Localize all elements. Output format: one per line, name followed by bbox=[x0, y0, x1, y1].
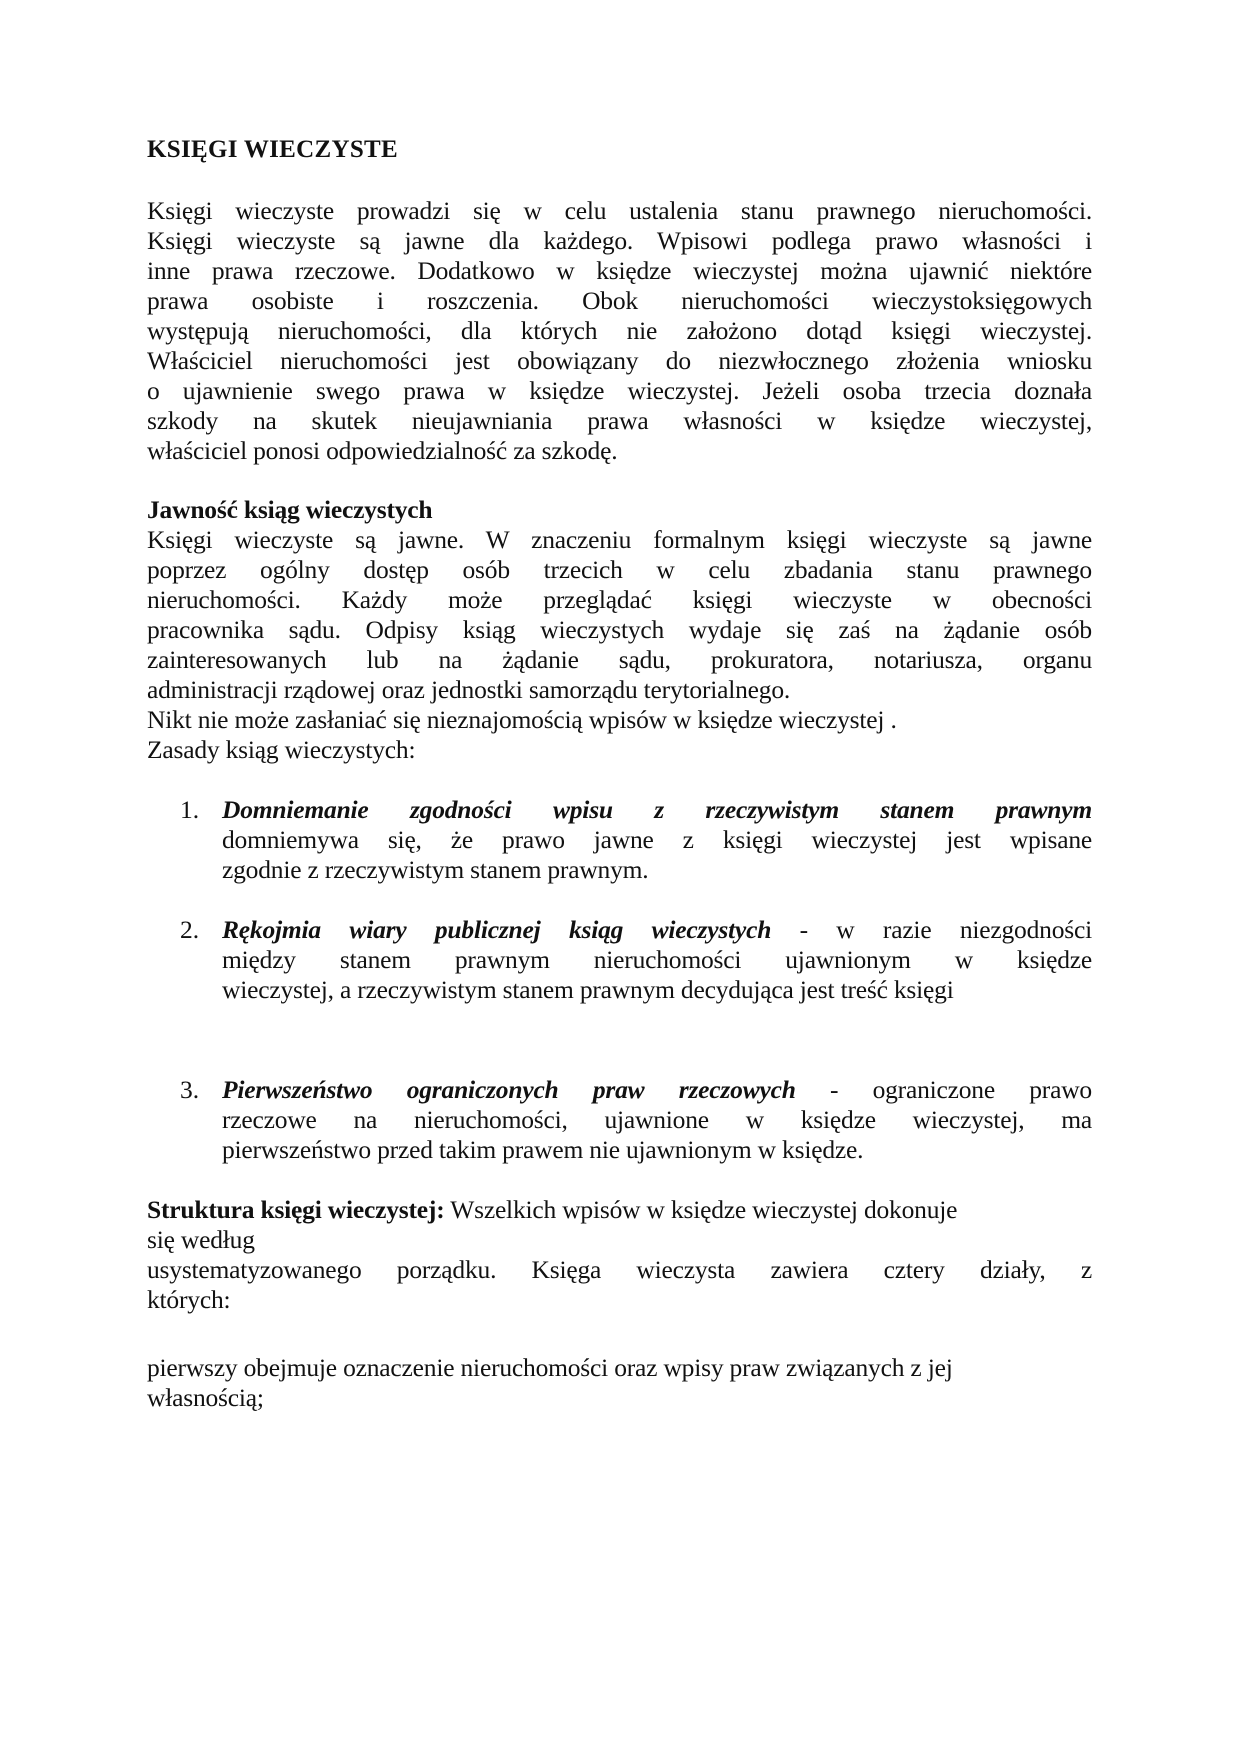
dzial-line: własnością; bbox=[147, 1383, 264, 1412]
jawnosc-line: zainteresowanych lub na żądanie sądu, prokuratora, notariusza, organu bbox=[147, 645, 1092, 674]
jawnosc-line: nieruchomości. Każdy może przeglądać księgi wieczyste w obecności bbox=[147, 585, 1092, 614]
jawnosc-line: Zasady ksiąg wieczystych: bbox=[147, 735, 416, 764]
principle-title-line bbox=[222, 913, 1092, 946]
principle-line: między stanem prawnym nieruchomości ujawnionym w księdze bbox=[222, 945, 1092, 974]
struktura-line: których: bbox=[147, 1285, 231, 1314]
dzial-line: pierwszy obejmuje oznaczenie nieruchomości oraz wpisy praw związanych z jej bbox=[147, 1353, 953, 1382]
intro-line: o ujawnienie swego prawa w księdze wieczystej. Jeżeli osoba trzecia doznała bbox=[147, 376, 1092, 405]
jawnosc-line: Nikt nie może zasłaniać się nieznajomością wpisów w księdze wieczystej . bbox=[147, 705, 897, 734]
principle-line: domniemywa się, że prawo jawne z księgi wieczystej jest wpisane bbox=[222, 825, 1092, 854]
principle-line: rzeczowe na nieruchomości, ujawnione w księdze wieczystej, ma bbox=[222, 1105, 1092, 1134]
intro-line: występują nieruchomości, dla których nie założono dotąd księgi wieczystej. bbox=[147, 316, 1092, 345]
jawnosc-line: pracownika sądu. Odpisy ksiąg wieczystych wydaje się zaś na żądanie osób bbox=[147, 615, 1092, 644]
struktura-lead: Wszelkich wpisów w księdze wieczystej dokonuje bbox=[444, 1195, 958, 1224]
principle-title-line bbox=[222, 793, 1092, 826]
principle-line: zgodnie z rzeczywistym stanem prawnym. bbox=[222, 855, 649, 884]
intro-line: szkody na skutek nieujawniania prawa własności w księdze wieczystej, bbox=[147, 406, 1092, 435]
principle-separator: - w razie niezgodności bbox=[771, 915, 1092, 944]
struktura-lead-line bbox=[147, 1193, 1092, 1226]
intro-line: inne prawa rzeczowe. Dodatkowo w księdze wieczystej można ujawnić niektóre bbox=[147, 256, 1092, 285]
intro-line: Księgi wieczyste są jawne dla każdego. Wpisowi podlega prawo własności i bbox=[147, 226, 1092, 255]
document-title: KSIĘGI WIECZYSTE bbox=[147, 136, 398, 163]
principle-title-line bbox=[222, 1073, 1092, 1106]
principle-title: Rękojmia wiary publicznej ksiąg wieczystych bbox=[222, 915, 772, 944]
principle-title: Pierwszeństwo ograniczonych praw rzeczowych bbox=[222, 1075, 796, 1104]
intro-line: prawa osobiste i roszczenia. Obok nieruchomości wieczystoksięgowych bbox=[147, 286, 1092, 315]
principle-line: wieczystej, a rzeczywistym stanem prawnym decydująca jest treść księgi bbox=[222, 975, 954, 1004]
principle-separator: - ograniczone prawo bbox=[795, 1075, 1092, 1104]
intro-line: Księgi wieczyste prowadzi się w celu ustalenia stanu prawnego nieruchomości. bbox=[147, 196, 1092, 225]
jawnosc-line: Księgi wieczyste są jawne. W znaczeniu formalnym księgi wieczyste są jawne bbox=[147, 525, 1092, 554]
jawnosc-line: administracji rządowej oraz jednostki samorządu terytorialnego. bbox=[147, 675, 791, 704]
section-heading-struktura: Struktura księgi wieczystej: bbox=[147, 1195, 445, 1224]
section-heading-jawnosc: Jawność ksiąg wieczystych bbox=[147, 495, 433, 524]
jawnosc-line: poprzez ogólny dostęp osób trzecich w celu zbadania stanu prawnego bbox=[147, 555, 1092, 584]
list-number: 2. bbox=[180, 915, 200, 944]
principle-line: pierwszeństwo przed takim prawem nie ujawnionym w księdze. bbox=[222, 1135, 864, 1164]
intro-line: właściciel ponosi odpowiedzialność za szkodę. bbox=[147, 436, 618, 465]
list-number: 1. bbox=[180, 795, 200, 824]
principle-title: Domniemanie zgodności wpisu z rzeczywistym stanem prawnym bbox=[222, 795, 1092, 824]
struktura-line: się według bbox=[147, 1225, 255, 1254]
struktura-line: usystematyzowanego porządku. Księga wieczysta zawiera cztery działy, z bbox=[147, 1255, 1092, 1284]
intro-line: Właściciel nieruchomości jest obowiązany do niezwłocznego złożenia wniosku bbox=[147, 346, 1092, 375]
list-number: 3. bbox=[180, 1075, 200, 1104]
